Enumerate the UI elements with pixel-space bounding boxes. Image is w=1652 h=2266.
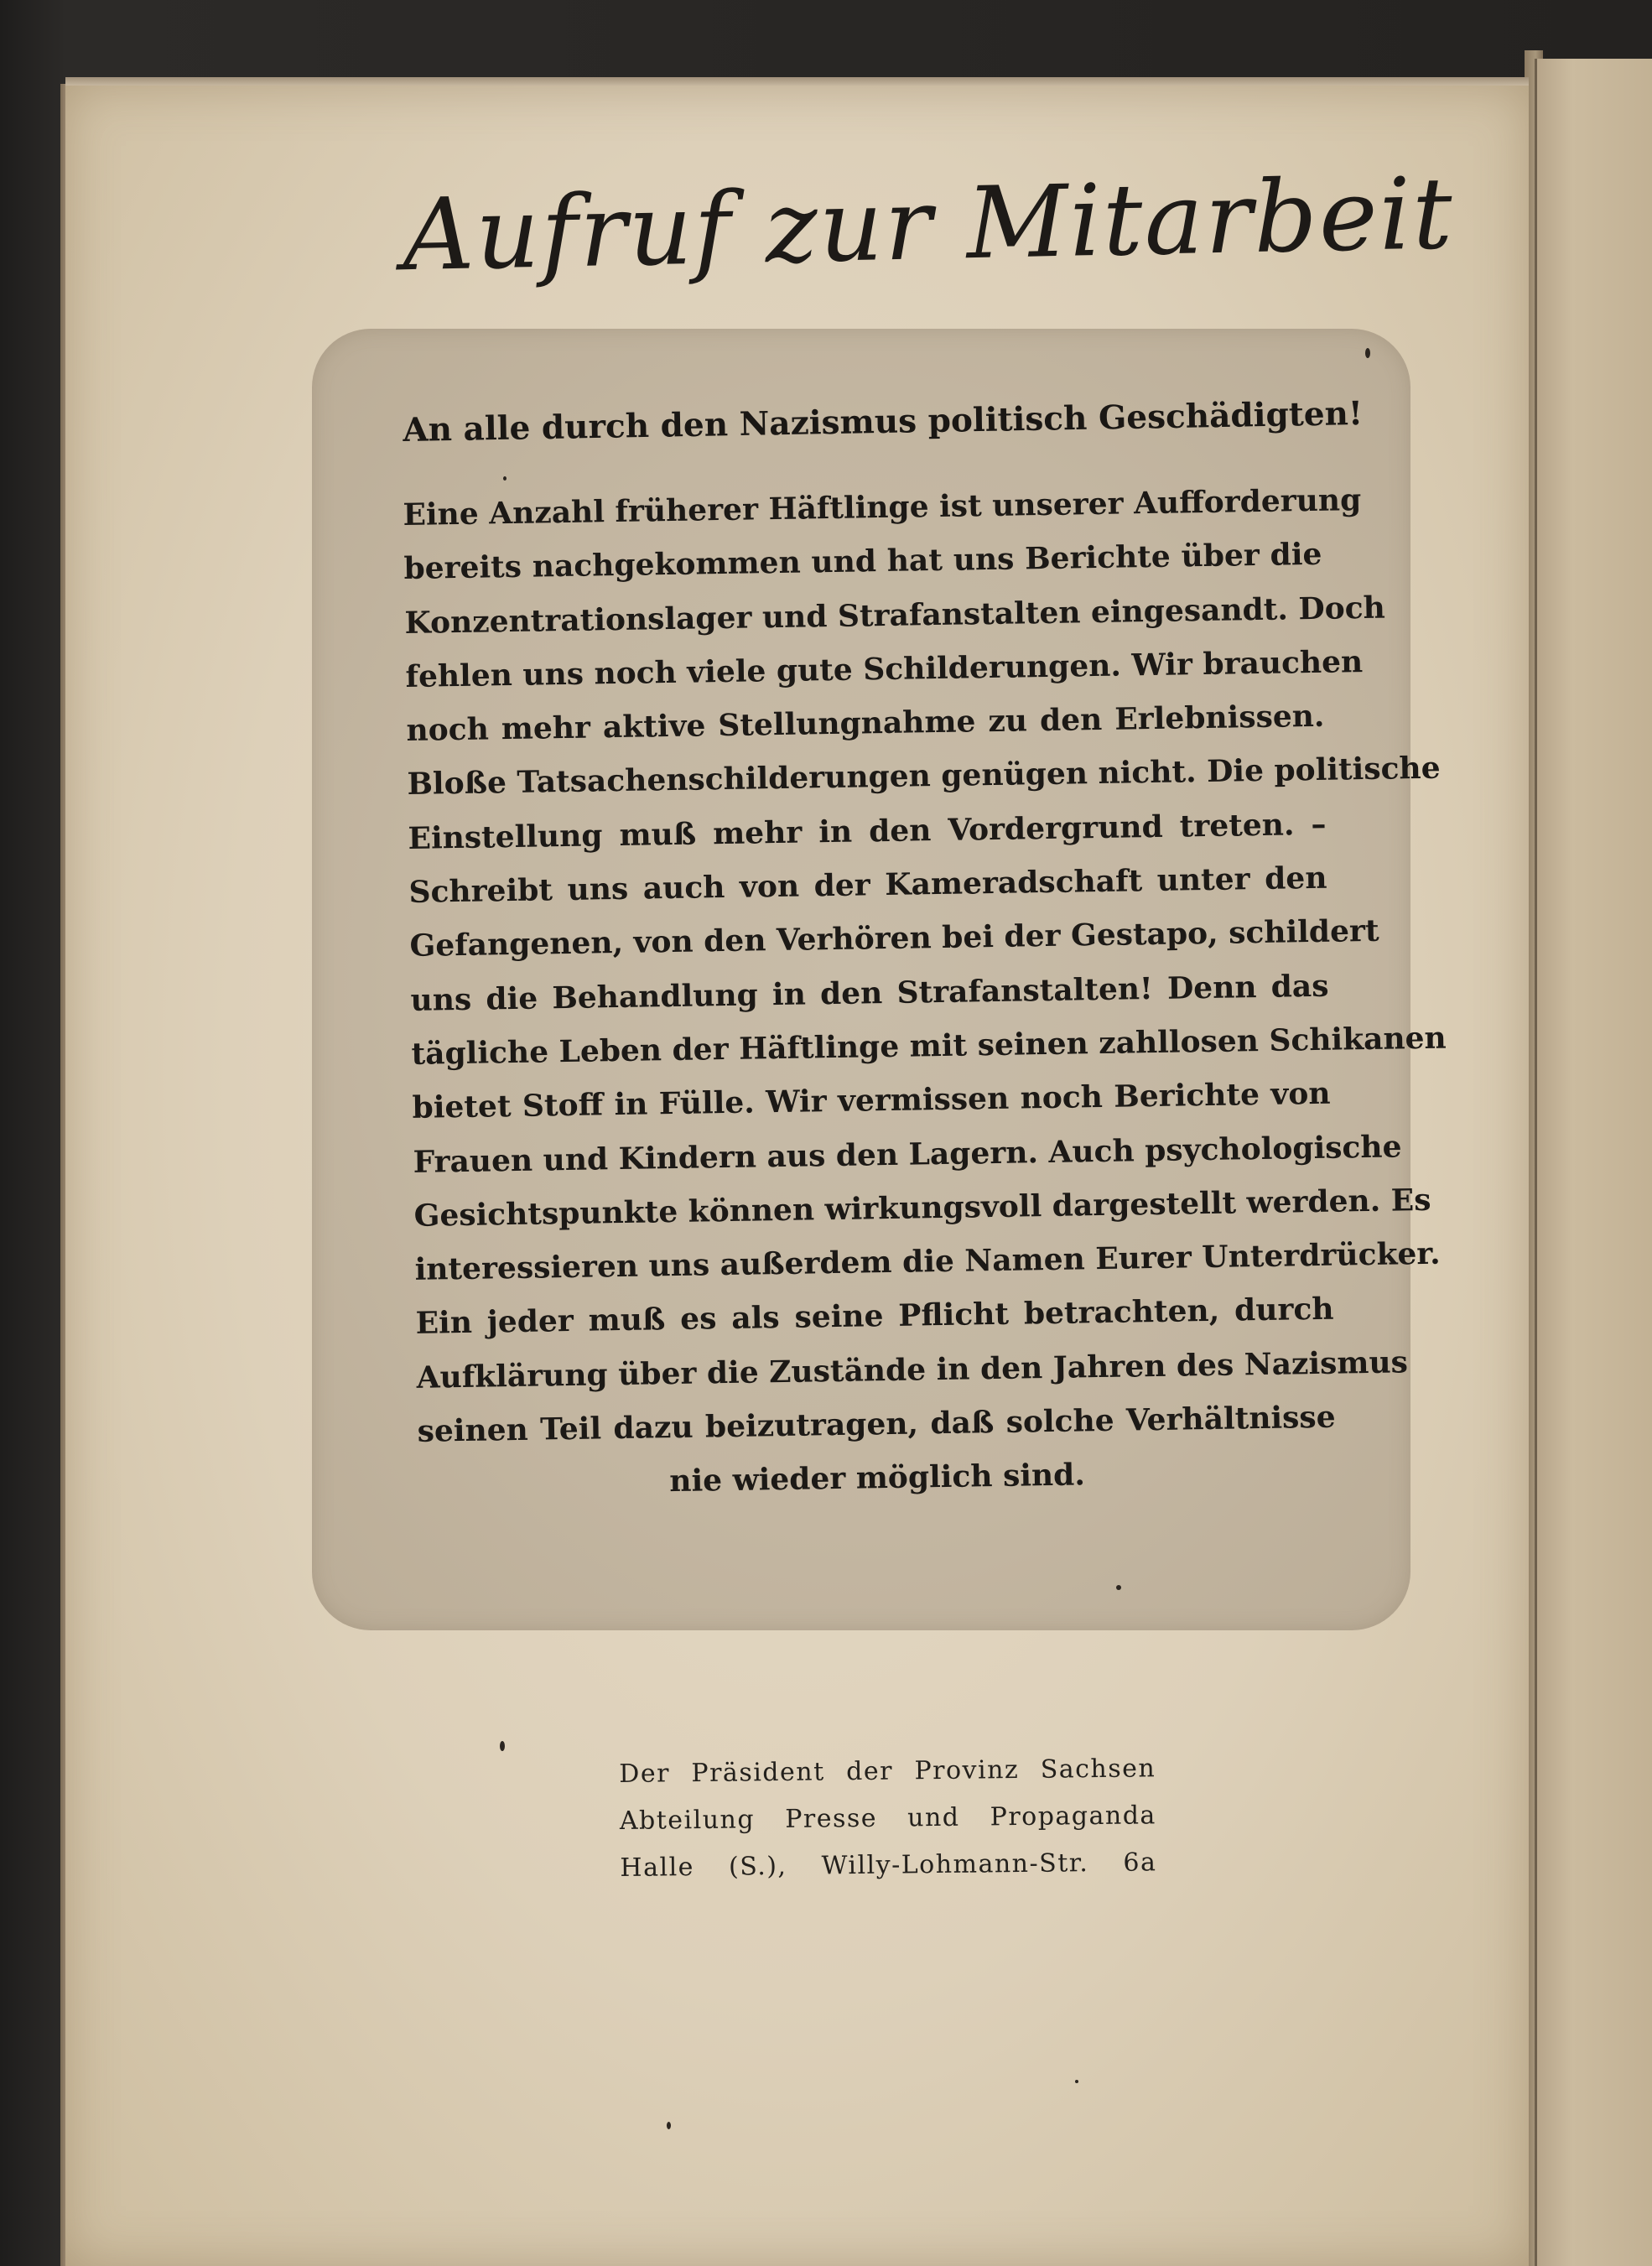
page-title: Aufruf zur Mitarbeit — [401, 155, 1456, 294]
ink-speck — [1075, 2080, 1078, 2083]
body-line: Konzentrationslager und Strafanstalten eingesandt. Doch — [404, 590, 1386, 641]
body-line: Gefangenen, von den Verhören bei der Gestapo, schildert — [409, 913, 1379, 964]
body-line: Eine Anzahl früherer Häftlinge ist unserer Aufforderung — [403, 482, 1362, 533]
body-line-final: nie wieder möglich sind. — [669, 1457, 1086, 1499]
body-line: bereits nachgekommen und hat uns Berichte über die — [403, 537, 1322, 587]
imprint-line-address: Halle (S.), Willy-Lohmann-Str. 6a — [620, 1848, 1157, 1883]
body-line: Einstellung muß mehr in den Vordergrund treten. – — [408, 806, 1327, 856]
appeal-headline: An alle durch den Nazismus politisch Geschädigten! — [403, 394, 1364, 450]
adjacent-page-edge — [1535, 59, 1652, 2266]
body-line: bietet Stoff in Fülle. Wir vermissen noch Berichte von — [412, 1075, 1331, 1126]
body-line: interessieren uns außerdem die Namen Eurer Unterdrücker. — [414, 1235, 1441, 1288]
publisher-imprint — [619, 1745, 1157, 1892]
body-line: Bloße Tatsachenschilderungen genügen nicht. Die politische — [407, 751, 1441, 803]
imprint-line-department: Abteilung Presse und Propaganda — [619, 1801, 1157, 1836]
body-line: seinen Teil dazu beizutragen, daß solche Verhältnisse — [417, 1399, 1336, 1449]
body-line: Ein jeder muß es als seine Pflicht betrachten, durch — [415, 1292, 1334, 1342]
body-line: uns die Behandlung in den Strafanstalten! Denn das — [410, 968, 1329, 1018]
body-line: Schreibt uns auch von der Kameradschaft unter den — [408, 860, 1327, 911]
ink-speck — [1365, 348, 1370, 358]
body-line: Frauen und Kindern aus den Lagern. Auch psychologische — [413, 1128, 1402, 1180]
appeal-body — [403, 474, 1447, 1513]
body-line: noch mehr aktive Stellungnahme zu den Erlebnissen. — [406, 698, 1325, 749]
ink-speck — [503, 476, 507, 481]
body-line: Aufklärung über die Zustände in den Jahren des Nazismus — [416, 1344, 1409, 1395]
body-line: Gesichtspunkte können wirkungsvoll dargestellt werden. Es — [413, 1182, 1431, 1234]
ink-speck — [500, 1741, 505, 1751]
ink-speck — [667, 2122, 671, 2129]
ink-speck — [1116, 1585, 1121, 1590]
imprint-line-authority: Der Präsident der Provinz Sachsen — [619, 1754, 1156, 1789]
body-line: fehlen uns noch viele gute Schilderungen. Wir brauchen — [405, 643, 1364, 694]
body-line: tägliche Leben der Häftlinge mit seinen zahllosen Schikanen — [411, 1020, 1447, 1072]
